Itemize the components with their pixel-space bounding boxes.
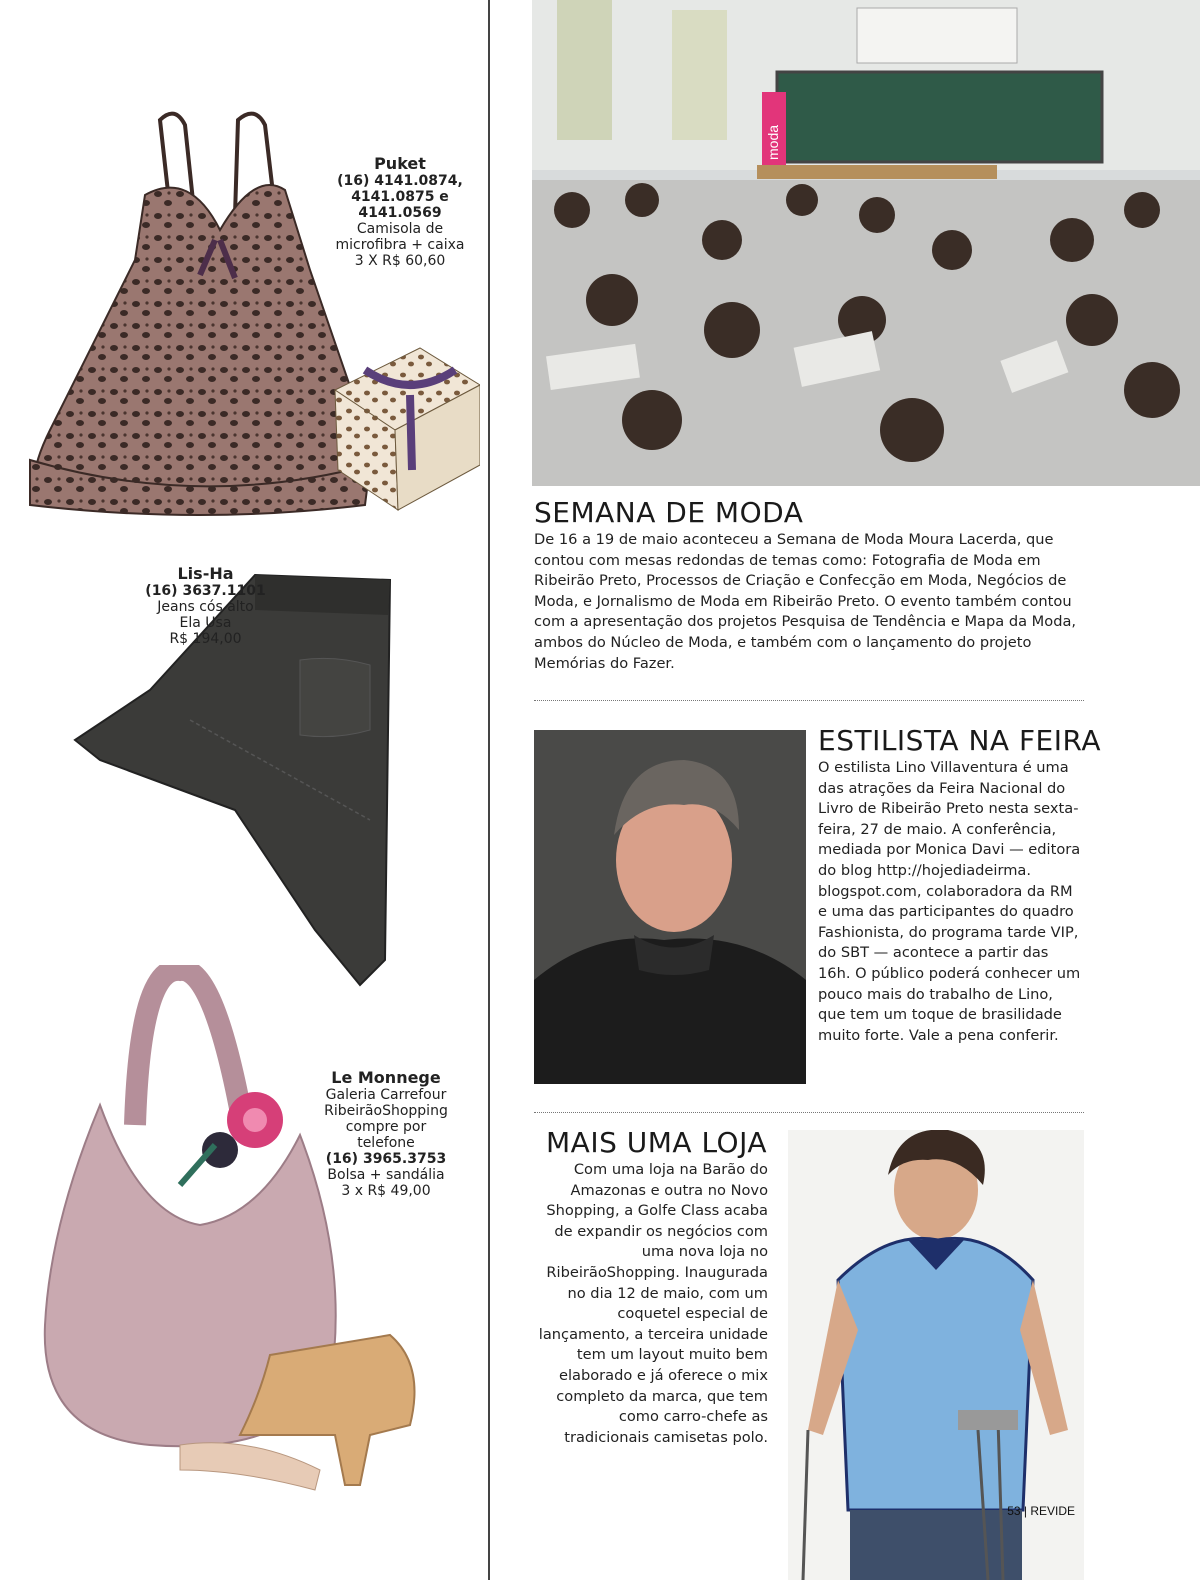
estilista-photo <box>534 730 806 1084</box>
brand-name: Le Monnege <box>331 1068 441 1087</box>
bag-and-sandal-photo <box>30 965 450 1505</box>
column-divider <box>488 0 490 1580</box>
product-caption-le-monnege: Le Monnege Galeria Carrefour RibeirãoShopping compre por telefone (16) 3965.3753 Bolsa + sandália 3 x R$ 49,00 <box>306 1069 466 1199</box>
estilista-title: ESTILISTA NA FEIRA <box>818 724 1101 757</box>
page-folio: 53 | REVIDE <box>1007 1504 1075 1518</box>
svg-text:moda: moda <box>765 124 781 160</box>
semana-de-moda-body: De 16 a 19 de maio aconteceu a Semana de Moda Moura Lacerda, que contou com mesas redondas de temas como: Fotografia de Moda em Ribeirão Preto, Processos de Criação e Confecção em Moda, Negócios de Moda, e Jornalismo de Moda em Ribeirão Preto. O evento também contou com a apresentação dos projetos Pesquisa de Tendência e Mapa da Moda, ambos do Núcleo de Moda, e também com o lançamento do projeto Memórias do Fazer. <box>534 531 1077 672</box>
product-caption-lis-ha: Lis-Ha (16) 3637.1101 Jeans cós alto Ela Usa R$ 194,00 <box>118 565 293 647</box>
product-caption-puket: Puket (16) 4141.0874, 4141.0875 e 4141.0569 Camisola de microfibra + caixa 3 X R$ 60,60 <box>320 155 480 269</box>
mais-uma-loja-title: MAIS UMA LOJA <box>546 1126 768 1159</box>
brand-name: Puket <box>374 154 426 173</box>
brand-name: Lis-Ha <box>177 564 234 583</box>
mais-uma-loja-body: Com uma loja na Barão do Amazonas e outra no Novo Shopping, a Golfe Class acaba de expandir os negócios com uma nova loja no RibeirãoShopping. Inaugurada no dia 12 de maio, com um coquetel especial de lançamento, a terceira unidade tem um layout muito bem elaborado e já oferece o mix completo da marca, que tem como carro-chefe as tradicionais camisetas polo. <box>538 1161 768 1446</box>
semana-de-moda-photo <box>532 0 1200 486</box>
semana-de-moda-title: SEMANA DE MODA <box>534 496 804 529</box>
section-divider <box>534 1112 1084 1113</box>
estilista-body: O estilista Lino Villaventura é uma das atrações da Feira Nacional do Livro de Ribeirão Preto nesta sexta-feira, 27 de maio. A conferência, mediada por Monica Davi — editora do blog http://hojediadeirma. blogspot.com, colaboradora da RM e uma das participantes do quadro Fashionista, do programa tarde VIP, do SBT — acontece a partir das 16h. O público poderá conhecer um pouco mais do trabalho de Lino, que tem um toque de brasilidade muito forte. Vale a pena conferir. <box>818 759 1081 1044</box>
section-divider <box>534 700 1084 701</box>
